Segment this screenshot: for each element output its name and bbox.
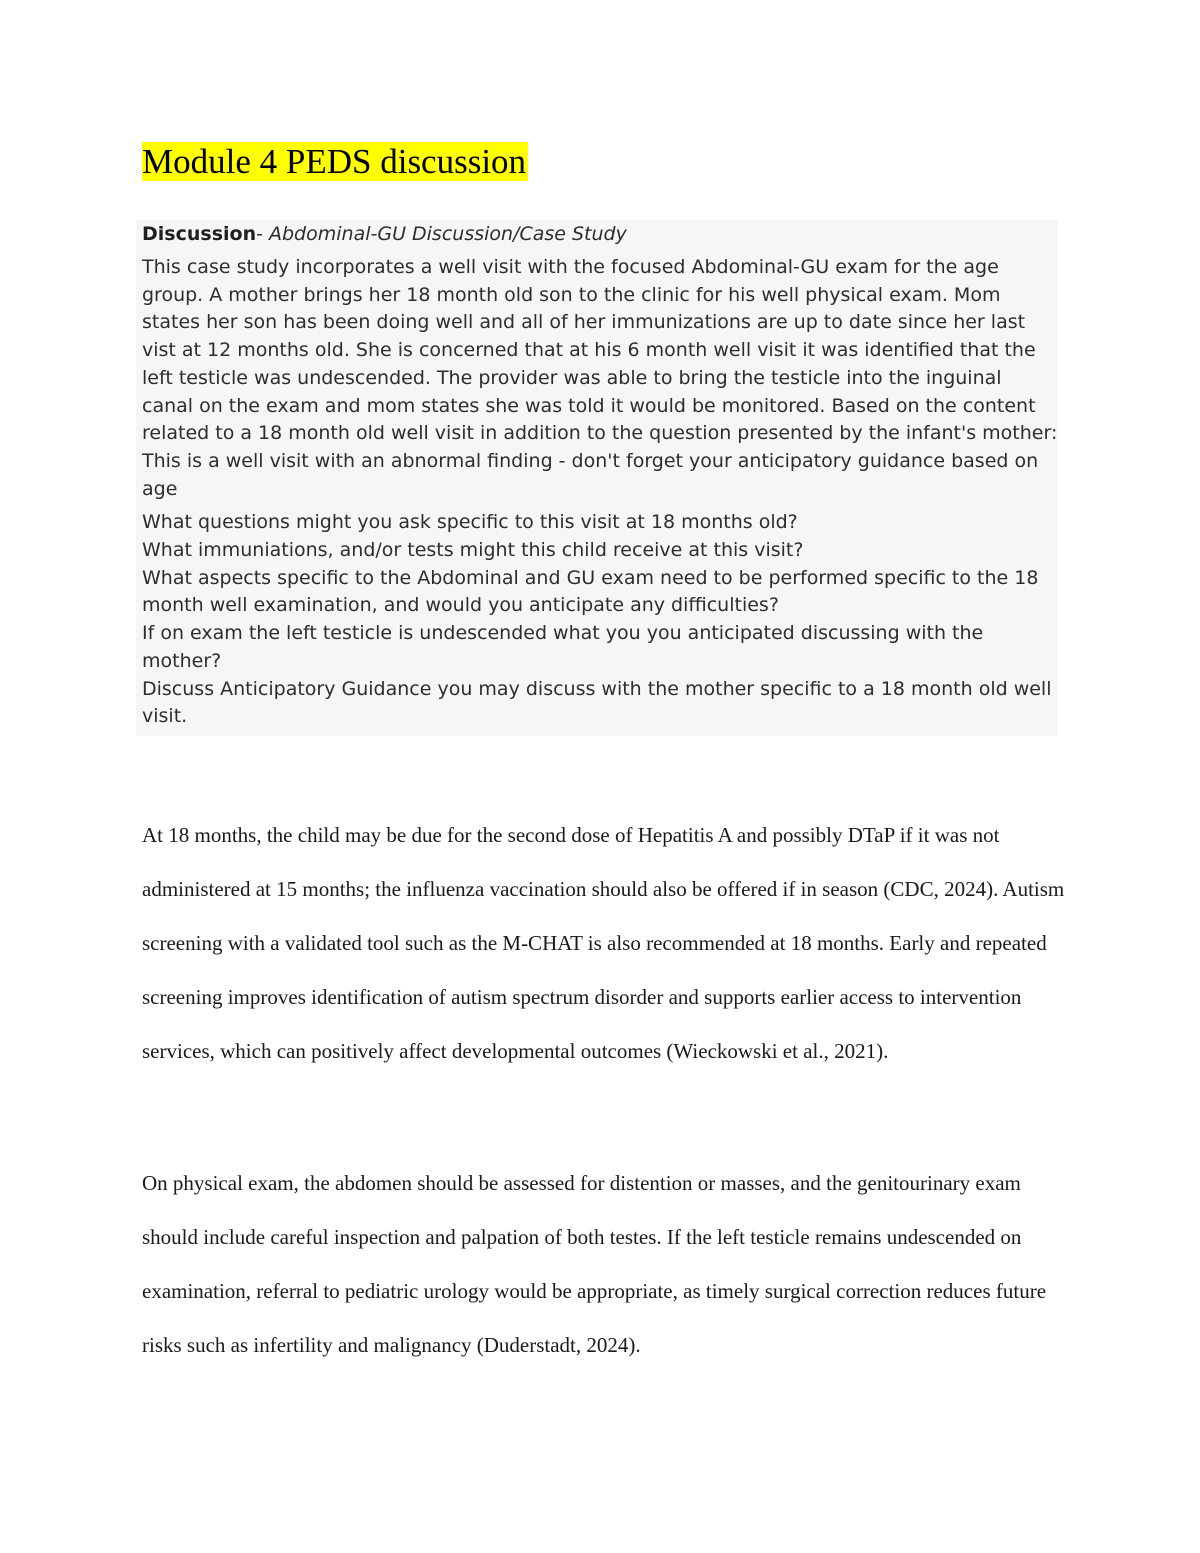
- prompt-subtitle: Abdominal-GU Discussion/Case Study: [269, 223, 627, 245]
- prompt-label: Discussion: [142, 223, 257, 245]
- prompt-heading: [142, 221, 1058, 247]
- discussion-prompt-content: [142, 220, 1058, 731]
- title-highlight: Module 4 PEDS discussion: [142, 142, 527, 181]
- discussion-prompt-box: [136, 220, 1058, 736]
- prompt-separator: -: [256, 223, 269, 245]
- answer-paragraph: At 18 months, the child may be due for the second dose of Hepatitis A and possibly DTaP if it was not administered at 15 months; the influenza vaccination should also be offered if in season (CDC, 2024). Autism screening with a validated tool such as the M-CHAT is also recommended at 18 months. Early and repeated screening improves identification of autism spectrum disorder and supports earlier access to intervention services, which can positively affect developmental outcomes (Wieckowski et al., 2021).: [142, 823, 1065, 1063]
- case-description: This case study incorporates a well visit with the focused Abdominal-GU exam for the age group. A mother brings her 18 month old son to the clinic for his well physical exam. Mom states her son has been doing well and all of her immunizations are up to date since her last vist at 12 months old. She is concerned that at his 6 month well visit it was identified that the left testicle was undescended. The provider was able to bring the testicle into the inguinal canal on the exam and mom states she was told it would be monitored. Based on the content related to a 18 month old well visit in addition to the question presented by the infant's mother: This is a well visit with an abnormal finding - don't forget your anticipatory guidance based on age: [142, 256, 1058, 500]
- page-title: [142, 142, 528, 182]
- question-item: What questions might you ask specific to this visit at 18 months old?: [142, 511, 798, 534]
- question-item: If on exam the left testicle is undescended what you you anticipated discussing with the mother?: [142, 622, 984, 672]
- question-item: Discuss Anticipatory Guidance you may discuss with the mother specific to a 18 month old well visit.: [142, 677, 1052, 728]
- question-item: What immuniations, and/or tests might this child receive at this visit?: [142, 539, 804, 562]
- answer-paragraph: On physical exam, the abdomen should be assessed for distention or masses, and the genitourinary exam should include careful inspection and palpation of both testes. If the left testicle remains undescended on examination, referral to pediatric urology would be appropriate, as timely surgical correction reduces future risks such as infertility and malignancy (Duderstadt, 2024).: [142, 1171, 1047, 1357]
- question-list: [142, 509, 1058, 731]
- question-item: What aspects specific to the Abdominal and GU exam need to be performed specific to the 18 month well examination, and would you anticipate any difficulties?: [142, 566, 1039, 617]
